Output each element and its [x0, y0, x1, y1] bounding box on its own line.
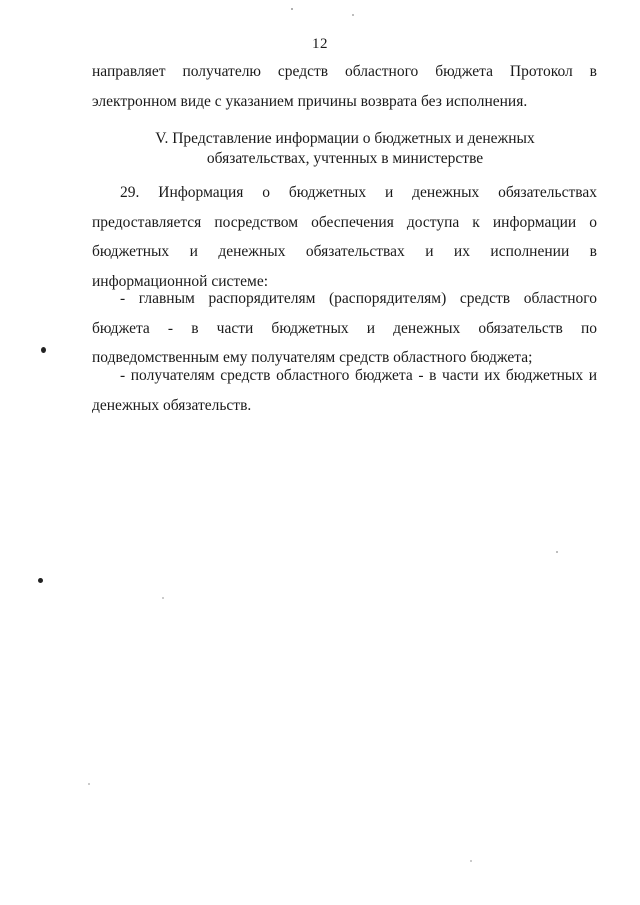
scan-speck — [41, 347, 46, 353]
section-title: V. Представление информации о бюджетных и денежных обязательствах, учтенных в министерстве — [155, 130, 535, 167]
scan-speck — [88, 783, 90, 785]
page-number: 12 — [312, 36, 328, 52]
scan-speck — [352, 14, 354, 16]
scan-speck — [162, 597, 164, 599]
continuation-paragraph: направляет получателю средств областного бюджета Протокол в электронном виде с указанием причины возврата без исполнения. — [92, 63, 597, 110]
bullet-item-recipients: - получателям средств областного бюджета - в части их бюджетных и денежных обязательств. — [92, 367, 597, 414]
scan-speck — [556, 551, 558, 553]
paragraph-29: 29. Информация о бюджетных и денежных обязательствах предоставляется посредством обеспечения доступа к информации о бюджетных и денежных обязательствах и их исполнении в информационной системе: — [92, 184, 597, 290]
scan-speck — [291, 8, 293, 10]
scan-speck — [470, 860, 472, 862]
scan-speck — [38, 578, 43, 583]
bullet-item-main-managers: - главным распорядителям (распорядителям) средств областного бюджета - в части бюджетных и денежных обязательств по подведомственным ему получателям средств областного бюджета; — [92, 290, 597, 366]
